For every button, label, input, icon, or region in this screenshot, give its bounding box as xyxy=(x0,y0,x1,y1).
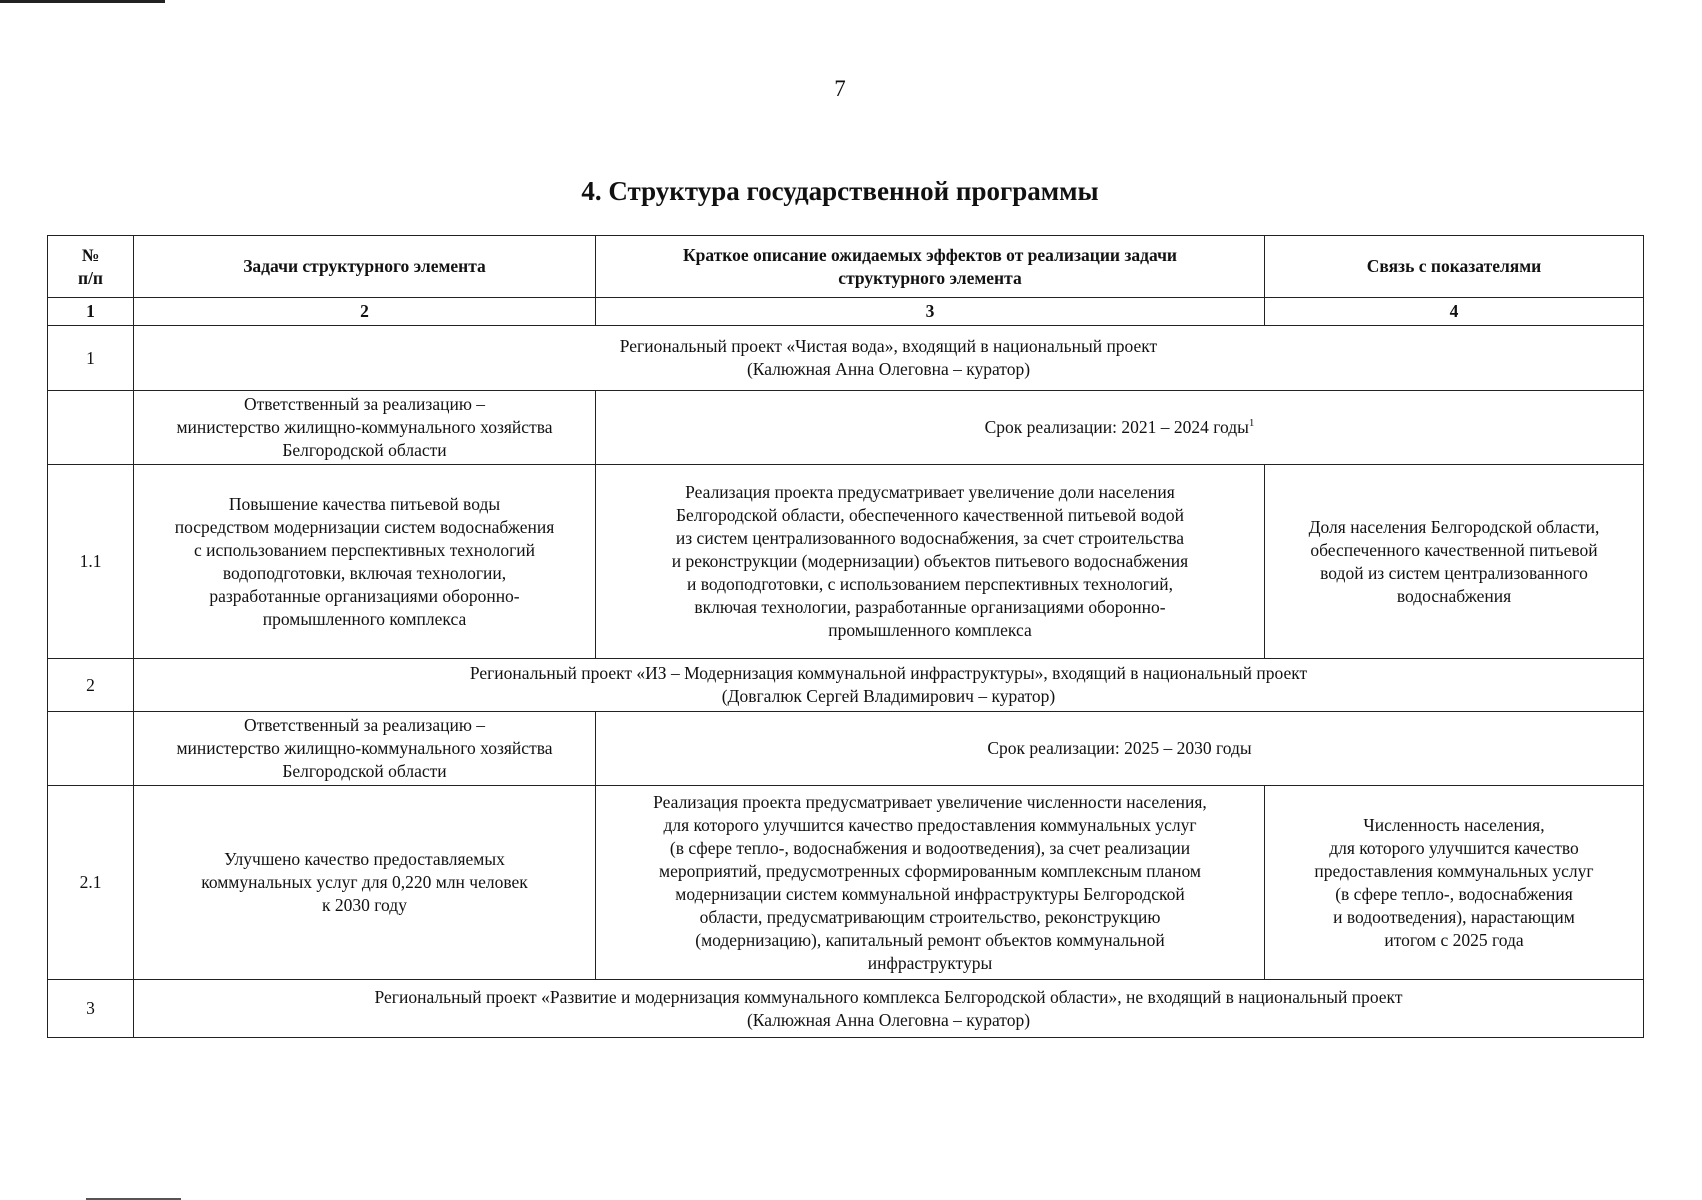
column-number: 3 xyxy=(596,298,1265,326)
row-number: 2 xyxy=(48,659,134,712)
row-number: 1 xyxy=(48,326,134,391)
project-title: Региональный проект «Чистая вода», входящий в национальный проект (Калюжная Анна Олеговна – куратор) xyxy=(134,326,1644,391)
task-cell: Улучшено качество предоставляемых коммунальных услуг для 0,220 млн человек к 2030 году xyxy=(134,786,596,980)
term-cell xyxy=(596,391,1644,465)
project-row xyxy=(48,326,1644,391)
column-number: 4 xyxy=(1265,298,1644,326)
project-row xyxy=(48,659,1644,712)
task-row xyxy=(48,786,1644,980)
empty-cell xyxy=(48,391,134,465)
task-cell: Повышение качества питьевой воды посредством модернизации систем водоснабжения с использованием перспективных технологий водоподготовки, включая технологии, разработанные организациями оборонно- промышленного комплекса xyxy=(134,465,596,659)
responsible-row xyxy=(48,712,1644,786)
header-description: Краткое описание ожидаемых эффектов от реализации задачи структурного элемента xyxy=(596,236,1265,298)
row-number: 3 xyxy=(48,980,134,1038)
column-number: 2 xyxy=(134,298,596,326)
header-number: № п/п xyxy=(48,236,134,298)
project-title: Региональный проект «ИЗ – Модернизация коммунальной инфраструктуры», входящий в национальный проект (Довгалюк Сергей Владимирович – куратор) xyxy=(134,659,1644,712)
row-number: 2.1 xyxy=(48,786,134,980)
page-title: 4. Структура государственной программы xyxy=(581,176,1099,206)
column-number: 1 xyxy=(48,298,134,326)
description-cell: Реализация проекта предусматривает увеличение численности населения, для которого улучшится качество предоставления коммунальных услуг (в сфере тепло-, водоснабжения и водоотведения), за счет реализации мероприятий, предусмотренных сформированным комплексным планом модернизации систем коммунальной инфраструктуры Белгородской области, предусматривающим строительство, реконструкцию (модернизацию), капитальный ремонт объектов коммунальной инфраструктуры xyxy=(596,786,1265,980)
responsible-cell: Ответственный за реализацию – министерство жилищно-коммунального хозяйства Белгородской области xyxy=(134,391,596,465)
description-cell: Реализация проекта предусматривает увеличение доли населения Белгородской области, обеспеченного качественной питьевой водой из систем централизованного водоснабжения, за счет строительства и реконструкции (модернизации) объектов питьевого водоснабжения и водоподготовки, с использованием перспективных технологий, включая технологии, разработанные организациями оборонно- промышленного комплекса xyxy=(596,465,1265,659)
row-number: 1.1 xyxy=(48,465,134,659)
header-link: Связь с показателями xyxy=(1265,236,1644,298)
header-task: Задачи структурного элемента xyxy=(134,236,596,298)
responsible-cell: Ответственный за реализацию – министерство жилищно-коммунального хозяйства Белгородской области xyxy=(134,712,596,786)
project-title: Региональный проект «Развитие и модернизация коммунального комплекса Белгородской области», не входящий в национальный проект (Калюжная Анна Олеговна – куратор) xyxy=(134,980,1644,1038)
indicator-link-cell: Доля населения Белгородской области, обеспеченного качественной питьевой водой из систем централизованного водоснабжения xyxy=(1265,465,1644,659)
column-number-row xyxy=(48,298,1644,326)
page-number: 7 xyxy=(834,76,846,101)
empty-cell xyxy=(48,712,134,786)
project-row xyxy=(48,980,1644,1038)
term-text: Срок реализации: 2021 – 2024 годы xyxy=(984,417,1249,437)
task-row xyxy=(48,465,1644,659)
scan-edge-mark xyxy=(0,0,165,3)
footnote-mark: 1 xyxy=(1248,417,1255,430)
indicator-link-cell: Численность населения, для которого улучшится качество предоставления коммунальных услуг (в сфере тепло-, водоснабжения и водоотведения), нарастающим итогом с 2025 года xyxy=(1265,786,1644,980)
program-structure-table xyxy=(47,235,1644,1038)
term-cell: Срок реализации: 2025 – 2030 годы xyxy=(596,712,1644,786)
responsible-row xyxy=(48,391,1644,465)
table-header-row xyxy=(48,236,1644,298)
